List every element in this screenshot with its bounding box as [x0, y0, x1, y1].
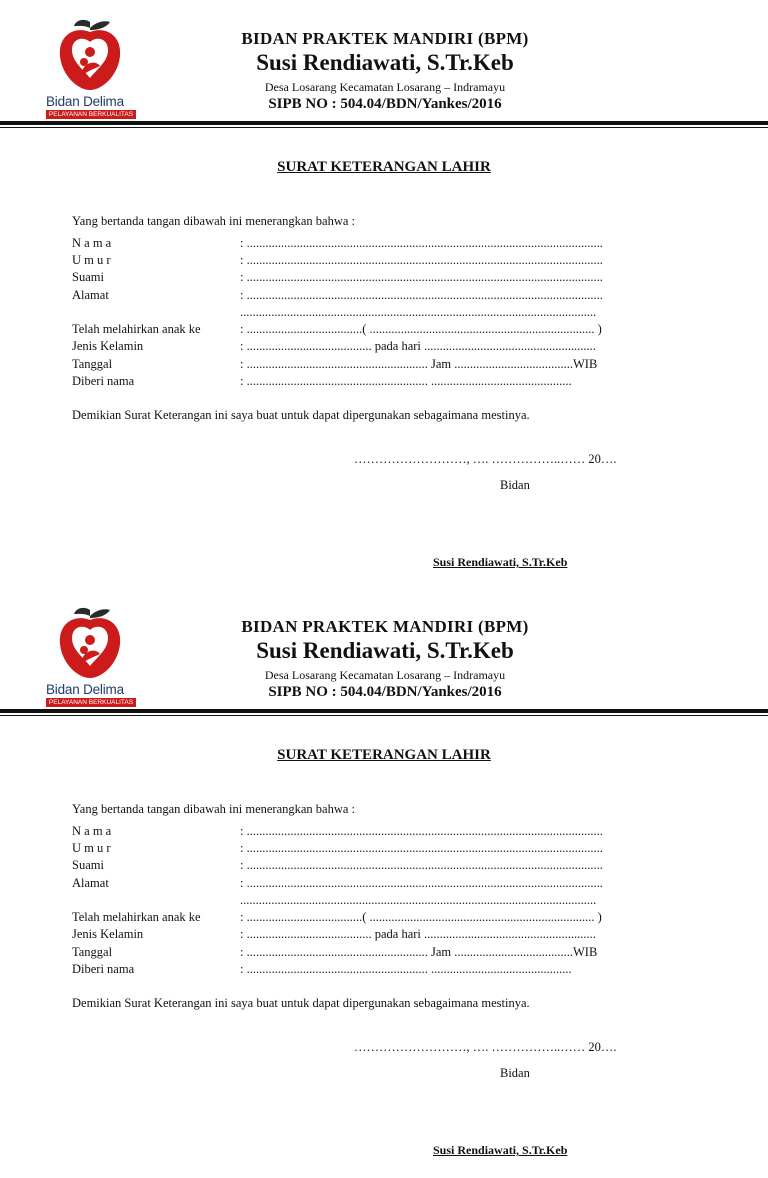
intro-text: Yang bertanda tangan dibawah ini menerangkan bahwa : [72, 802, 356, 816]
logo-name: Bidan Delima [46, 682, 124, 697]
closing-statement: Demikian Surat Keterangan ini saya buat untuk dapat dipergunakan sebagaimana mestinya. [72, 408, 530, 422]
header-address: Desa Losarang Kecamatan Losarang – Indramayu [264, 668, 506, 682]
field-value: : .......................................................... ............................................. [240, 962, 572, 976]
bidan-delima-logo [46, 602, 138, 708]
place-date-line: ………………………, …. ……………..…… 20…. [354, 1040, 617, 1054]
field-value: : .................................................................................................................. [240, 858, 603, 872]
field-value: : .......................................................... ............................................. [240, 374, 572, 388]
field-label: Suami [72, 270, 104, 284]
header-divider-thin [0, 715, 768, 716]
field-label: Telah melahirkan anak ke [72, 910, 201, 924]
certificate-sheet-1 [0, 0, 768, 588]
signer-role: Bidan [500, 478, 530, 492]
field-value: .................................................................................................................. [240, 893, 597, 907]
bidan-delima-emblem-icon [54, 604, 126, 684]
field-label: N a m a [72, 236, 112, 250]
field-value: : .................................................................................................................. [240, 236, 603, 250]
field-value: : .................................................................................................................. [240, 876, 603, 890]
field-value: : .....................................( ........................................................................ ) [240, 910, 602, 924]
field-label: Tanggal [72, 945, 113, 959]
signer-role: Bidan [500, 1066, 530, 1080]
document-title: SURAT KETERANGAN LAHIR [277, 747, 491, 763]
header-divider-thin [0, 127, 768, 128]
field-label: Alamat [72, 876, 109, 890]
header-practice-type: BIDAN PRAKTEK MANDIRI (BPM) [241, 617, 529, 636]
field-label: Telah melahirkan anak ke [72, 322, 201, 336]
header-practice-type: BIDAN PRAKTEK MANDIRI (BPM) [241, 29, 529, 48]
field-value: : .................................................................................................................. [240, 253, 603, 267]
field-label: N a m a [72, 824, 112, 838]
signer-name: Susi Rendiawati, S.Tr.Keb [433, 555, 568, 569]
header-midwife-name: Susi Rendiawati, S.Tr.Keb [256, 50, 514, 75]
field-label: Jenis Kelamin [72, 339, 144, 353]
field-value: : .................................................................................................................. [240, 288, 603, 302]
logo-tagline: PELAYANAN BERKUALITAS [46, 110, 136, 119]
field-value: : .................................................................................................................. [240, 824, 603, 838]
header-license-number: SIPB NO : 504.04/BDN/Yankes/2016 [268, 96, 502, 112]
signer-name: Susi Rendiawati, S.Tr.Keb [433, 1143, 568, 1157]
field-value: .................................................................................................................. [240, 305, 597, 319]
field-value: : .......................................................... Jam ......................................WIB [240, 357, 598, 371]
header-midwife-name: Susi Rendiawati, S.Tr.Keb [256, 638, 514, 663]
bidan-delima-logo [46, 14, 138, 120]
closing-statement: Demikian Surat Keterangan ini saya buat untuk dapat dipergunakan sebagaimana mestinya. [72, 996, 530, 1010]
field-label: Tanggal [72, 357, 113, 371]
field-value: : .................................................................................................................. [240, 270, 603, 284]
field-value: : .......................................................... Jam ......................................WIB [240, 945, 598, 959]
field-value: : .................................................................................................................. [240, 841, 603, 855]
field-label: Diberi nama [72, 374, 135, 388]
field-label: Jenis Kelamin [72, 927, 144, 941]
field-label: U m u r [72, 253, 111, 267]
logo-tagline: PELAYANAN BERKUALITAS [46, 698, 136, 707]
header-divider-thick [0, 709, 768, 713]
certificate-sheet-2 [0, 588, 768, 1176]
bidan-delima-emblem-icon [54, 16, 126, 96]
field-value: : ........................................ pada hari ....................................................... [240, 927, 596, 941]
header-address: Desa Losarang Kecamatan Losarang – Indramayu [264, 80, 506, 94]
field-value: : ........................................ pada hari ....................................................... [240, 339, 596, 353]
intro-text: Yang bertanda tangan dibawah ini menerangkan bahwa : [72, 214, 356, 228]
field-label: Alamat [72, 288, 109, 302]
header-divider-thick [0, 121, 768, 125]
document-title: SURAT KETERANGAN LAHIR [277, 159, 491, 175]
place-date-line: ………………………, …. ……………..…… 20…. [354, 452, 617, 466]
field-label: Suami [72, 858, 104, 872]
header-license-number: SIPB NO : 504.04/BDN/Yankes/2016 [268, 684, 502, 700]
logo-name: Bidan Delima [46, 94, 124, 109]
field-value: : .....................................( ........................................................................ ) [240, 322, 602, 336]
field-label: U m u r [72, 841, 111, 855]
field-label: Diberi nama [72, 962, 135, 976]
